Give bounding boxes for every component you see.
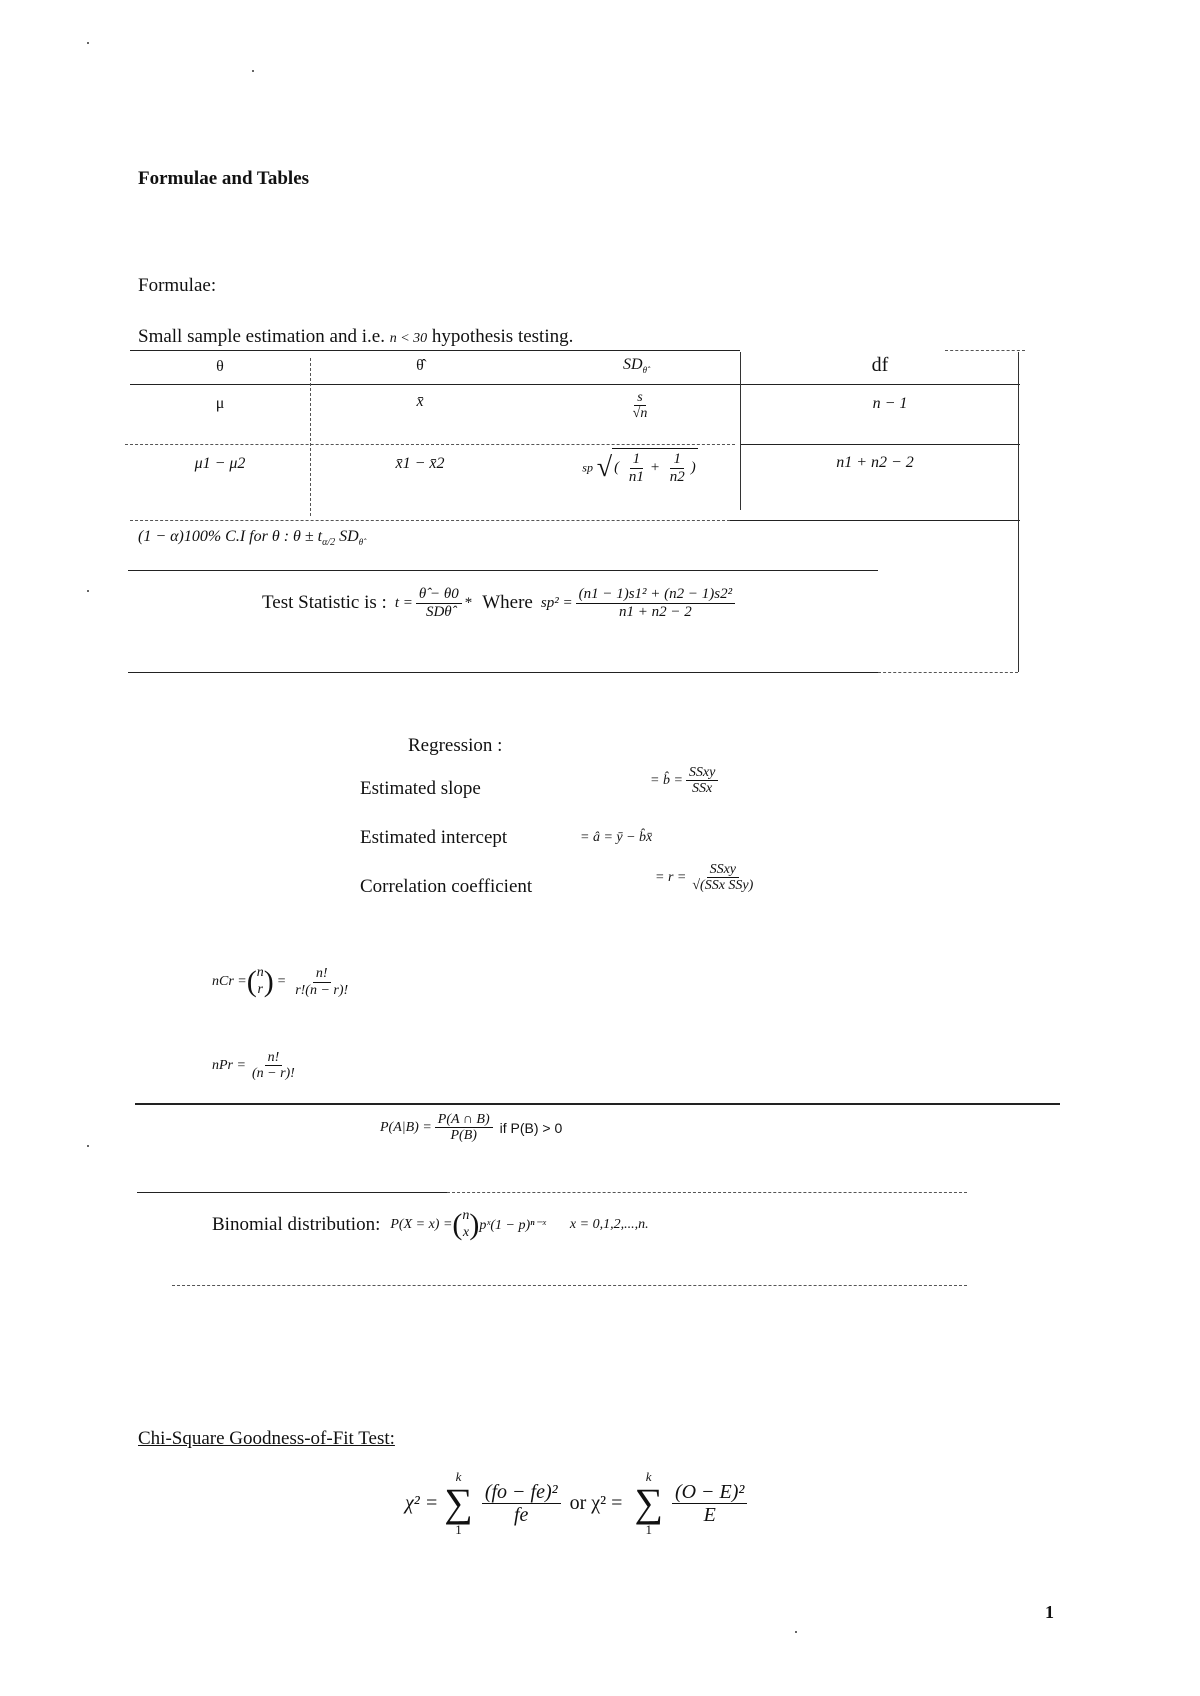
test-statistic: Test Statistic is : t = $\frac{\thetâ - \theta 0}{\text{SDθ̂}}$ * Where sp² = $\frac{\text{(n1 − 1)s1² + (n2 − 1)s2²}}{n1 + n2 - 2}$	[262, 586, 738, 620]
chi-square-heading: Chi-Square Goodness-of-Fit Test:	[138, 1428, 395, 1449]
row1-df: n − 1	[872, 395, 908, 412]
correlation-label: Correlation coefficient	[360, 876, 533, 897]
table-top-rule-right	[945, 350, 1025, 351]
table-row-rule	[125, 444, 735, 445]
test-stat-rule-right	[878, 672, 1018, 673]
scan-speck	[87, 1145, 89, 1147]
header-theta-hat: θ̂	[416, 357, 424, 374]
chi-square-formula: χ² = k ∑ 1 $\frac{\text{(fo − fe)²}}{fe}$ or χ² = k ∑ 1 $\frac{\text{(O − E)²}}{E}$	[405, 1470, 750, 1536]
test-stat-rule	[128, 672, 878, 673]
table-col-divider-3	[740, 352, 741, 510]
row2-df: n1 + n2 − 2	[836, 454, 914, 471]
header-sd: $SD_{\thetâ}$	[623, 356, 647, 376]
small-sample-caption	[138, 326, 573, 348]
page-title: Formulae and Tables	[138, 168, 310, 189]
binomial-bottom-rule	[172, 1285, 967, 1286]
ci-rule	[128, 570, 878, 571]
table-row-rule-right	[740, 444, 1020, 445]
scan-speck	[87, 590, 89, 592]
header-df: df	[871, 354, 889, 376]
caption-prefix: Small sample estimation and i.e.	[138, 326, 385, 347]
table-top-rule	[130, 350, 740, 351]
table-right-border	[1018, 352, 1019, 672]
row2-theta: μ1 − μ2	[194, 455, 246, 472]
scan-speck	[87, 42, 89, 44]
table-header-rule	[130, 384, 1020, 385]
row2-estimator: x̄1 − x̄2	[395, 455, 445, 472]
caption-suffix: hypothesis testing.	[431, 326, 574, 347]
table-col-divider-1	[310, 358, 311, 516]
scan-speck	[252, 70, 254, 72]
combination-formula: nCr = ( n r ) = $\frac{n!}{r!(n - r)!}$	[212, 965, 349, 998]
conditional-top-rule	[135, 1103, 1060, 1105]
regression-title: Regression :	[408, 735, 503, 756]
confidence-interval: (1 − α)100% C.I for θ : $\theta \pm t_{\alpha/2}$ $SD_{\thetâ}$	[138, 528, 364, 549]
intercept-formula: = â = ȳ − b̂x̄	[580, 830, 653, 845]
conditional-probability: P(A|B) = $\frac{P(A \cap B)}{P(B)}$ if P(B) > 0	[380, 1112, 563, 1144]
row1-estimator: x̄	[416, 393, 424, 410]
permutation-formula: nPr = $\frac{n!}{(n - r)!}$	[212, 1050, 295, 1082]
slope-formula: = b̂ = $\frac{\text{SSxy}}{\text{SSx}}$	[650, 765, 721, 797]
binomial-distribution: Binomial distribution: P(X = x) = ( n x ) pˣ(1 − p)ⁿ⁻ˣ x = 0,1,2,...,n.	[212, 1208, 649, 1241]
binomial-top-rule	[137, 1192, 447, 1193]
slope-label: Estimated slope	[360, 778, 481, 799]
caption-n: n < 30	[389, 331, 428, 346]
intercept-label: Estimated intercept	[360, 827, 508, 848]
page-number: 1	[1045, 1602, 1054, 1622]
row2-sd: sp √ ( $\frac{1}{n1}$ + $\frac{1}{n2}$ )	[565, 448, 715, 485]
binomial-top-rule-dashed	[447, 1192, 967, 1193]
correlation-formula: = r = $\frac{\text{SSxy}}{\text{√(SSx SSy)}}$	[655, 862, 754, 894]
scan-speck	[795, 1631, 797, 1633]
row1-sd: $\frac{s}{√n}$	[632, 390, 648, 422]
table-bottom-rule	[130, 520, 730, 521]
header-theta: θ	[216, 358, 224, 375]
formulae-heading: Formulae:	[138, 275, 217, 296]
table-bottom-rule-right	[730, 520, 1020, 521]
row1-theta: μ	[215, 395, 225, 412]
